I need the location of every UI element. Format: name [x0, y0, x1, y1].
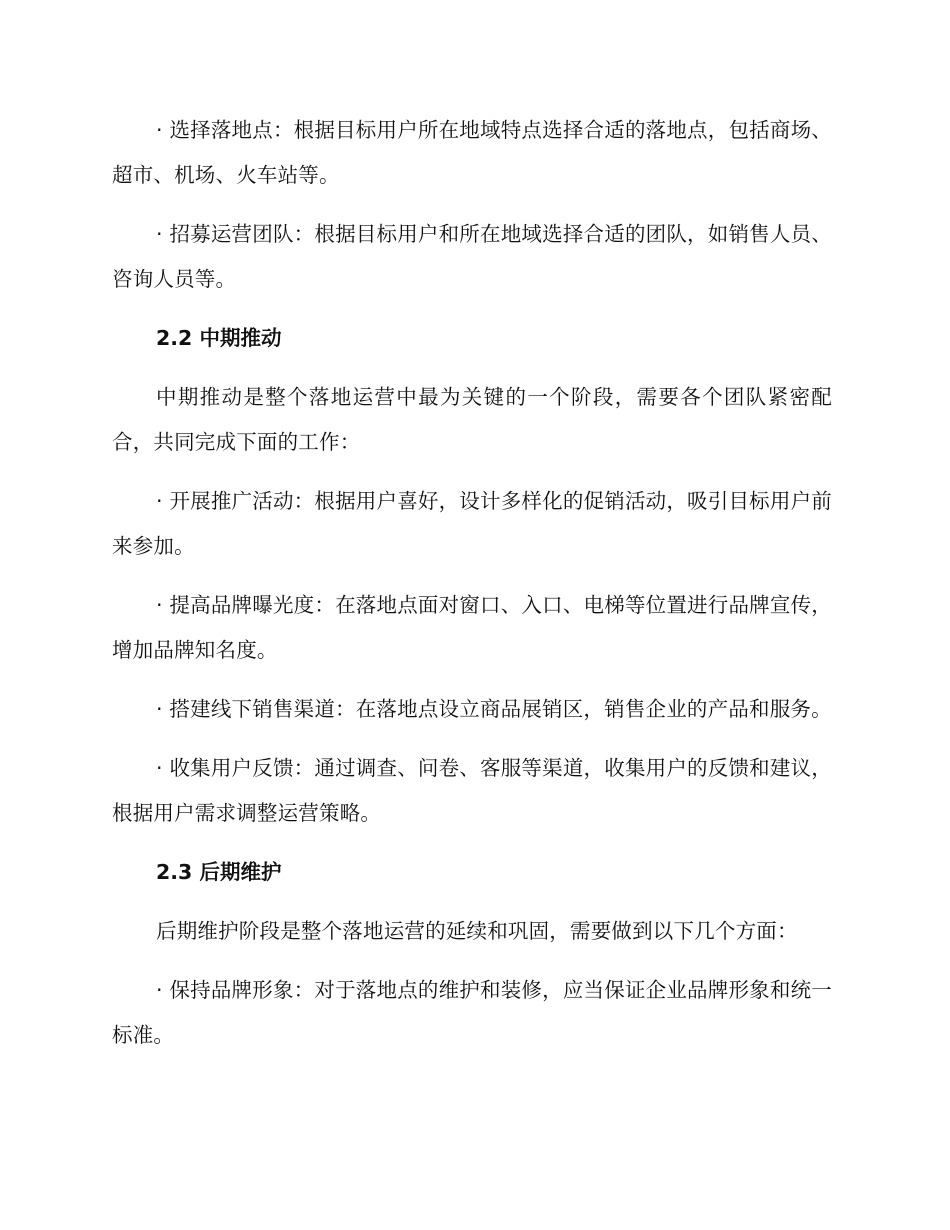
document-body [112, 108, 832, 1072]
bullet-user-feedback: · 收集用户反馈：通过调查、问卷、客服等渠道，收集用户的反馈和建议，根据用户需求调整运营策略。 [112, 756, 832, 825]
bullet-brand-image: · 保持品牌形象：对于落地点的维护和装修，应当保证企业品牌形象和统一标准。 [112, 978, 832, 1047]
bullet-recruit-team: · 招募运营团队：根据目标用户和所在地域选择合适的团队，如销售人员、咨询人员等。 [112, 222, 832, 291]
bullet-select-location: · 选择落地点：根据目标用户所在地域特点选择合适的落地点，包括商场、超市、机场、火车站等。 [112, 118, 832, 187]
bullet-brand-exposure: · 提高品牌曝光度：在落地点面对窗口、入口、电梯等位置进行品牌宣传，增加品牌知名度。 [112, 593, 832, 662]
paragraph-midterm-intro: 中期推动是整个落地运营中最为关键的一个阶段，需要各个团队紧密配合，共同完成下面的工作： [112, 385, 832, 454]
section-heading-2-2: 2.2 中期推动 [156, 326, 282, 350]
bullet-offline-sales-channel: · 搭建线下销售渠道：在落地点设立商品展销区，销售企业的产品和服务。 [156, 697, 832, 721]
bullet-promotion-activities: · 开展推广活动：根据用户喜好，设计多样化的促销活动，吸引目标用户前来参加。 [112, 489, 832, 558]
paragraph-later-maintenance-intro: 后期维护阶段是整个落地运营的延续和巩固，需要做到以下几个方面： [156, 919, 798, 943]
section-heading-2-3: 2.3 后期维护 [156, 860, 282, 884]
